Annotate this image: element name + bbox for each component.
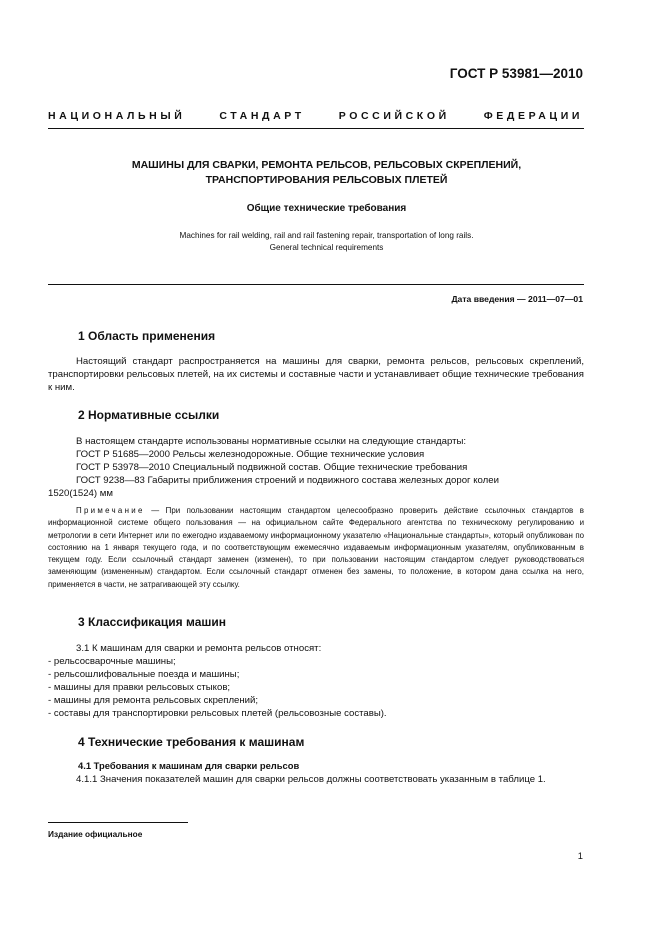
normative-reference: ГОСТ Р 53978—2010 Специальный подвижной состав. Общие технические требования — [76, 462, 468, 473]
reference-note — [48, 505, 584, 591]
subsection-4-1-heading: 4.1 Требования к машинам для сварки рельсов — [78, 760, 300, 771]
title-line: ТРАНСПОРТИРОВАНИЯ РЕЛЬСОВЫХ ПЛЕТЕЙ — [205, 174, 448, 186]
normative-reference-continuation: 1520(1524) мм — [48, 488, 113, 499]
title-rule — [48, 284, 584, 285]
list-item: - машины для ремонта рельсовых скреплений; — [48, 695, 259, 706]
official-edition-label: Издание официальное — [48, 829, 143, 839]
list-item: - рельсошлифовальные поезда и машины; — [48, 669, 240, 680]
header-rule — [48, 128, 584, 129]
banner-word: СТАНДАРТ — [219, 110, 305, 122]
english-title-line: Machines for rail welding, rail and rail fastening repair, transportation of long rails. — [179, 231, 474, 240]
document-subtitle: Общие технические требования — [246, 203, 407, 214]
national-standard-banner — [48, 110, 583, 122]
list-item: - машины для правки рельсовых стыков; — [48, 682, 231, 693]
note-text: — При пользовании настоящим стандартом целесообразно проверить действие ссылочных стандартов в информационной системе общего пользования — на официальном сайте Федерального агентства по техническому регулированию и метрологии в сети Интернет или по ежегодно издаваемому информационному указателю «Национальные стандарты», который опубликован по состоянию на 1 января текущего года, и по соответствующим ежемесячно издаваемым информационным указателям, опубликованным в текущем году. Если ссылочный стандарт заменен (изменен), то при пользовании настоящим стандартом следует руководствоваться заменяющим (измененным) стандартом. Если ссылочный стандарт отменен без замены, то положение, в котором дана ссылка на него, применяется в части, не затрагивающей эту ссылку. — [48, 506, 584, 589]
section-2-heading: 2 Нормативные ссылки — [78, 408, 220, 422]
section-3-heading: 3 Классификация машин — [78, 615, 227, 629]
list-item: - составы для транспортировки рельсовых плетей (рельсовозные составы). — [48, 708, 387, 719]
note-label: Примечание — [76, 506, 145, 515]
page-number: 1 — [577, 850, 583, 861]
banner-word: РОССИЙСКОЙ — [338, 110, 450, 122]
document-title — [70, 158, 583, 188]
normative-reference: ГОСТ 9238—83 Габариты приближения строений и подвижного состава железных дорог колеи — [76, 475, 499, 486]
english-title — [70, 230, 583, 254]
title-line: МАШИНЫ ДЛЯ СВАРКИ, РЕМОНТА РЕЛЬСОВ, РЕЛЬСОВЫХ СКРЕПЛЕНИЙ, — [131, 159, 522, 171]
banner-word: ФЕДЕРАЦИИ — [483, 110, 583, 122]
section-1-text: Настоящий стандарт распространяется на машины для сварки, ремонта рельсов, рельсовых скреплений, транспортировки рельсовых плетей, на их системы и составные части и устанавливает общие технические требования к ним. — [48, 356, 584, 393]
section-3-intro: 3.1 К машинам для сварки и ремонта рельсов относят: — [76, 643, 322, 654]
normative-reference: ГОСТ Р 51685—2000 Рельсы железнодорожные. Общие технические условия — [76, 449, 425, 460]
banner-word: НАЦИОНАЛЬНЫЙ — [48, 110, 186, 122]
footer-rule — [48, 822, 188, 823]
section-1-heading: 1 Область применения — [78, 329, 216, 343]
subsection-4-1-1-text: 4.1.1 Значения показателей машин для сварки рельсов должны соответствовать указанным в таблице 1. — [76, 774, 546, 785]
section-2-intro: В настоящем стандарте использованы нормативные ссылки на следующие стандарты: — [76, 436, 467, 447]
english-title-line: General technical requirements — [269, 243, 384, 252]
date-of-introduction: Дата введения — 2011—07—01 — [451, 294, 583, 304]
standard-number: ГОСТ Р 53981—2010 — [449, 66, 583, 81]
list-item: - рельсосварочные машины; — [48, 656, 176, 667]
section-4-heading: 4 Технические требования к машинам — [78, 735, 305, 749]
